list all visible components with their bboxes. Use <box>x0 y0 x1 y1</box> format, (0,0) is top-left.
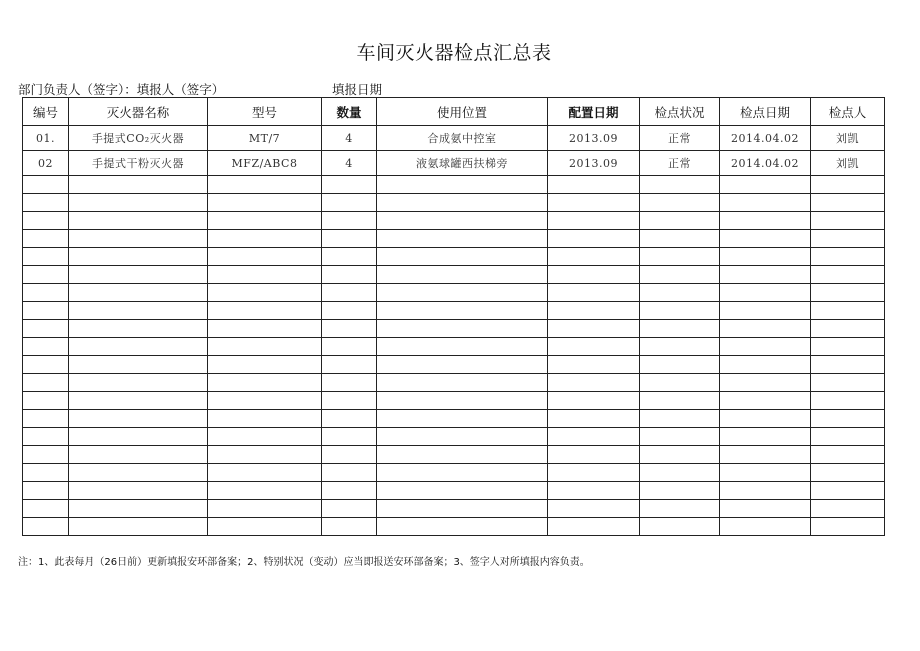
empty-table-cell <box>548 482 640 500</box>
empty-table-cell <box>69 482 208 500</box>
empty-table-cell <box>720 428 811 446</box>
empty-table-row <box>23 410 885 428</box>
empty-table-row <box>23 284 885 302</box>
empty-table-row <box>23 338 885 356</box>
empty-table-cell <box>23 374 69 392</box>
header-cell-config-date: 配置日期 <box>548 98 640 126</box>
empty-table-cell <box>23 320 69 338</box>
empty-table-cell <box>322 176 377 194</box>
table-row <box>23 126 885 151</box>
empty-table-cell <box>377 320 548 338</box>
header-cell-check-date: 检点日期 <box>720 98 811 126</box>
table-cell-name: 手提式CO₂灭火器 <box>69 126 208 151</box>
empty-table-cell <box>720 230 811 248</box>
filler-signature-label: 填报人（签字） <box>136 82 225 97</box>
empty-table-cell <box>208 320 322 338</box>
empty-table-row <box>23 482 885 500</box>
empty-table-cell <box>640 338 720 356</box>
empty-table-cell <box>208 284 322 302</box>
empty-table-cell <box>548 176 640 194</box>
empty-table-cell <box>811 464 885 482</box>
empty-table-row <box>23 356 885 374</box>
table-cell-config-date: 2013.09 <box>548 151 640 176</box>
header-cell-inspector: 检点人 <box>811 98 885 126</box>
empty-table-cell <box>720 302 811 320</box>
empty-table-row <box>23 374 885 392</box>
header-cell-model: 型号 <box>208 98 322 126</box>
empty-table-cell <box>208 176 322 194</box>
empty-table-cell <box>548 338 640 356</box>
empty-table-cell <box>640 446 720 464</box>
empty-table-row <box>23 302 885 320</box>
empty-table-cell <box>69 518 208 536</box>
empty-table-cell <box>720 320 811 338</box>
empty-table-row <box>23 230 885 248</box>
empty-table-cell <box>208 374 322 392</box>
empty-table-cell <box>548 428 640 446</box>
table-cell-quantity: 4 <box>322 126 377 151</box>
empty-table-cell <box>640 428 720 446</box>
empty-table-cell <box>720 374 811 392</box>
empty-table-row <box>23 428 885 446</box>
empty-table-cell <box>23 302 69 320</box>
empty-table-row <box>23 248 885 266</box>
empty-table-cell <box>720 500 811 518</box>
empty-table-cell <box>69 266 208 284</box>
empty-table-cell <box>208 428 322 446</box>
empty-table-cell <box>69 230 208 248</box>
empty-table-cell <box>548 518 640 536</box>
empty-table-cell <box>23 230 69 248</box>
empty-table-cell <box>377 518 548 536</box>
empty-table-cell <box>548 284 640 302</box>
empty-table-cell <box>640 230 720 248</box>
table-cell-inspector: 刘凯 <box>811 151 885 176</box>
empty-table-row <box>23 392 885 410</box>
empty-table-cell <box>548 302 640 320</box>
header-cell-check-status: 检点状况 <box>640 98 720 126</box>
empty-table-cell <box>23 248 69 266</box>
empty-table-cell <box>377 410 548 428</box>
empty-table-cell <box>811 374 885 392</box>
empty-table-cell <box>69 464 208 482</box>
header-cell-name: 灭火器名称 <box>69 98 208 126</box>
empty-table-cell <box>23 338 69 356</box>
table-cell-number: 01. <box>23 126 69 151</box>
empty-table-cell <box>69 428 208 446</box>
empty-table-cell <box>23 194 69 212</box>
empty-table-cell <box>811 212 885 230</box>
empty-table-cell <box>322 446 377 464</box>
empty-table-cell <box>811 482 885 500</box>
table-cell-number: 02 <box>23 151 69 176</box>
empty-table-cell <box>640 266 720 284</box>
empty-table-cell <box>377 482 548 500</box>
empty-table-cell <box>811 356 885 374</box>
empty-table-row <box>23 176 885 194</box>
empty-table-cell <box>720 482 811 500</box>
empty-table-cell <box>69 500 208 518</box>
empty-table-cell <box>23 482 69 500</box>
empty-table-cell <box>69 374 208 392</box>
dept-head-signature-label: 部门负责人（签字）： <box>18 82 137 97</box>
footnote: 注：1、此表每月（26日前）更新填报安环部备案；2、特别状况（变动）应当即报送安环部备案；3、签字人对所填报内容负责。 <box>18 557 590 568</box>
empty-table-cell <box>548 464 640 482</box>
empty-table-cell <box>548 410 640 428</box>
empty-table-cell <box>377 374 548 392</box>
empty-table-cell <box>811 176 885 194</box>
fill-date-label: 填报日期 <box>332 82 383 97</box>
empty-table-cell <box>23 446 69 464</box>
empty-table-cell <box>720 194 811 212</box>
empty-table-cell <box>322 338 377 356</box>
empty-table-cell <box>322 212 377 230</box>
empty-table-cell <box>69 392 208 410</box>
empty-table-cell <box>23 176 69 194</box>
empty-table-cell <box>548 500 640 518</box>
empty-table-cell <box>208 500 322 518</box>
table-cell-name: 手提式干粉灭火器 <box>69 151 208 176</box>
empty-table-cell <box>69 284 208 302</box>
empty-table-cell <box>69 176 208 194</box>
empty-table-cell <box>322 464 377 482</box>
empty-table-cell <box>640 356 720 374</box>
empty-table-cell <box>322 194 377 212</box>
empty-table-cell <box>548 320 640 338</box>
empty-table-cell <box>720 248 811 266</box>
table-header-row <box>23 98 885 126</box>
empty-table-cell <box>548 248 640 266</box>
empty-table-cell <box>640 284 720 302</box>
empty-table-cell <box>377 356 548 374</box>
empty-table-cell <box>811 284 885 302</box>
empty-table-cell <box>640 500 720 518</box>
empty-table-cell <box>322 302 377 320</box>
table-row <box>23 151 885 176</box>
empty-table-cell <box>69 248 208 266</box>
empty-table-cell <box>377 248 548 266</box>
empty-table-cell <box>377 428 548 446</box>
empty-table-cell <box>720 212 811 230</box>
empty-table-cell <box>720 518 811 536</box>
empty-table-cell <box>69 446 208 464</box>
empty-table-cell <box>69 320 208 338</box>
empty-table-cell <box>322 410 377 428</box>
empty-table-cell <box>208 464 322 482</box>
page-title: 车间灭火器检点汇总表 <box>356 42 552 64</box>
empty-table-cell <box>322 500 377 518</box>
empty-table-cell <box>208 446 322 464</box>
empty-table-cell <box>811 392 885 410</box>
table-cell-location: 合成氨中控室 <box>377 126 548 151</box>
empty-table-cell <box>548 374 640 392</box>
empty-table-cell <box>23 464 69 482</box>
empty-table-row <box>23 518 885 536</box>
empty-table-cell <box>811 338 885 356</box>
empty-table-cell <box>720 410 811 428</box>
extinguisher-summary-table <box>22 97 885 536</box>
empty-table-cell <box>377 194 548 212</box>
empty-table-cell <box>720 392 811 410</box>
empty-table-cell <box>640 248 720 266</box>
empty-table-cell <box>811 320 885 338</box>
empty-table-cell <box>640 212 720 230</box>
table-cell-check-status: 正常 <box>640 126 720 151</box>
empty-table-cell <box>640 302 720 320</box>
empty-table-cell <box>322 482 377 500</box>
empty-table-cell <box>720 446 811 464</box>
empty-table-cell <box>208 482 322 500</box>
table-cell-check-date: 2014.04.02 <box>720 126 811 151</box>
empty-table-cell <box>377 500 548 518</box>
empty-table-cell <box>811 194 885 212</box>
empty-table-cell <box>23 518 69 536</box>
empty-table-cell <box>208 518 322 536</box>
empty-table-cell <box>811 446 885 464</box>
empty-table-cell <box>811 428 885 446</box>
empty-table-cell <box>322 284 377 302</box>
header-cell-quantity: 数量 <box>322 98 377 126</box>
empty-table-cell <box>811 248 885 266</box>
empty-table-cell <box>720 266 811 284</box>
empty-table-cell <box>548 230 640 248</box>
empty-table-row <box>23 266 885 284</box>
empty-table-cell <box>208 356 322 374</box>
empty-table-cell <box>377 464 548 482</box>
empty-table-cell <box>322 248 377 266</box>
empty-table-cell <box>23 212 69 230</box>
empty-table-row <box>23 194 885 212</box>
empty-table-cell <box>640 320 720 338</box>
table-cell-check-date: 2014.04.02 <box>720 151 811 176</box>
empty-table-cell <box>69 212 208 230</box>
empty-table-cell <box>69 338 208 356</box>
empty-table-cell <box>811 266 885 284</box>
empty-table-row <box>23 464 885 482</box>
empty-table-cell <box>377 284 548 302</box>
table-cell-model: MFZ/ABC8 <box>208 151 322 176</box>
empty-table-cell <box>548 356 640 374</box>
empty-table-cell <box>208 338 322 356</box>
empty-table-cell <box>811 230 885 248</box>
empty-table-cell <box>322 230 377 248</box>
empty-table-cell <box>720 176 811 194</box>
empty-table-cell <box>23 392 69 410</box>
empty-table-cell <box>208 248 322 266</box>
empty-table-cell <box>640 194 720 212</box>
empty-table-cell <box>377 266 548 284</box>
empty-table-cell <box>23 500 69 518</box>
table-cell-inspector: 刘凯 <box>811 126 885 151</box>
empty-table-cell <box>720 464 811 482</box>
empty-table-cell <box>640 176 720 194</box>
empty-table-cell <box>208 266 322 284</box>
empty-table-cell <box>208 392 322 410</box>
empty-table-row <box>23 212 885 230</box>
header-cell-location: 使用位置 <box>377 98 548 126</box>
empty-table-row <box>23 320 885 338</box>
empty-table-cell <box>208 302 322 320</box>
empty-table-cell <box>377 230 548 248</box>
empty-table-cell <box>208 230 322 248</box>
empty-table-cell <box>640 410 720 428</box>
empty-table-cell <box>322 428 377 446</box>
empty-table-cell <box>377 212 548 230</box>
empty-table-cell <box>377 446 548 464</box>
empty-table-cell <box>377 338 548 356</box>
empty-table-cell <box>548 446 640 464</box>
empty-table-cell <box>322 266 377 284</box>
empty-table-cell <box>548 194 640 212</box>
empty-table-cell <box>322 356 377 374</box>
empty-table-cell <box>23 284 69 302</box>
empty-table-cell <box>208 212 322 230</box>
table-cell-location: 液氨球罐西扶梯旁 <box>377 151 548 176</box>
empty-table-cell <box>23 266 69 284</box>
empty-table-cell <box>548 212 640 230</box>
table-cell-quantity: 4 <box>322 151 377 176</box>
empty-table-cell <box>377 176 548 194</box>
empty-table-cell <box>548 266 640 284</box>
empty-table-cell <box>69 356 208 374</box>
empty-table-cell <box>811 302 885 320</box>
empty-table-cell <box>322 392 377 410</box>
empty-table-cell <box>640 518 720 536</box>
empty-table-row <box>23 500 885 518</box>
empty-table-cell <box>811 500 885 518</box>
empty-table-cell <box>208 410 322 428</box>
header-cell-number: 编号 <box>23 98 69 126</box>
empty-table-cell <box>720 338 811 356</box>
empty-table-cell <box>322 320 377 338</box>
empty-table-cell <box>322 374 377 392</box>
empty-table-row <box>23 446 885 464</box>
empty-table-cell <box>377 392 548 410</box>
empty-table-cell <box>69 302 208 320</box>
empty-table-cell <box>322 518 377 536</box>
empty-table-cell <box>720 356 811 374</box>
empty-table-cell <box>640 374 720 392</box>
empty-table-cell <box>69 194 208 212</box>
empty-table-cell <box>208 194 322 212</box>
table-cell-model: MT/7 <box>208 126 322 151</box>
empty-table-cell <box>23 356 69 374</box>
empty-table-cell <box>811 518 885 536</box>
empty-table-cell <box>69 410 208 428</box>
empty-table-cell <box>640 482 720 500</box>
empty-table-cell <box>640 392 720 410</box>
empty-table-cell <box>640 464 720 482</box>
empty-table-cell <box>811 410 885 428</box>
signature-line <box>18 80 224 98</box>
empty-table-cell <box>548 392 640 410</box>
empty-table-cell <box>377 302 548 320</box>
empty-table-cell <box>23 410 69 428</box>
table-cell-config-date: 2013.09 <box>548 126 640 151</box>
empty-table-cell <box>720 284 811 302</box>
table-cell-check-status: 正常 <box>640 151 720 176</box>
empty-table-cell <box>23 428 69 446</box>
